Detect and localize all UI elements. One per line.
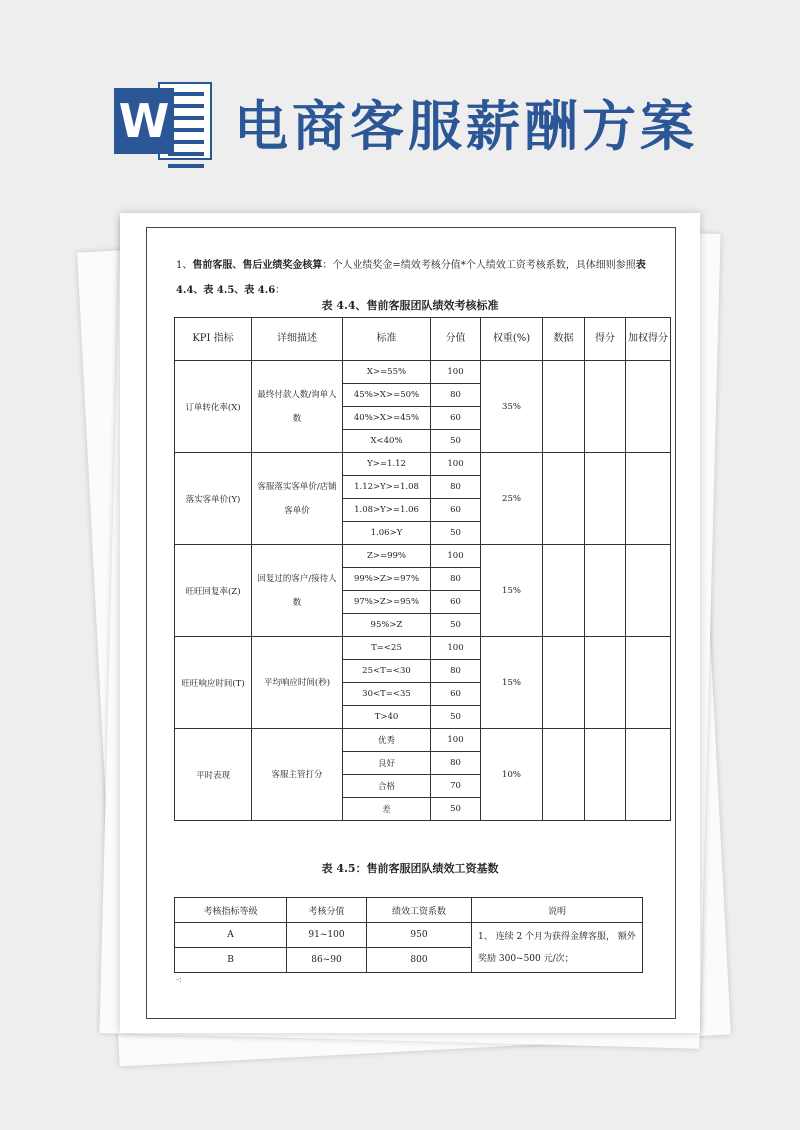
standard-cell: 97%>Z>=95%	[343, 591, 431, 614]
score-cell: 100	[431, 637, 481, 660]
header-cell: 考核分值	[287, 898, 367, 923]
table-row	[175, 453, 671, 476]
data-cell	[543, 545, 585, 637]
score-cell: 50	[431, 614, 481, 637]
weighted-points-cell	[626, 545, 671, 637]
standard-cell: 合格	[343, 775, 431, 798]
intro-paragraph	[176, 253, 656, 303]
score-cell: 80	[431, 660, 481, 683]
table-4-4-caption: 表 4.4、售前客服团队绩效考核标准	[321, 299, 499, 312]
header-cell: 权重(%)	[481, 318, 543, 361]
points-cell	[585, 545, 626, 637]
data-cell	[543, 361, 585, 453]
standard-cell: 45%>X>=50%	[343, 384, 431, 407]
score-cell: 60	[431, 499, 481, 522]
page-header	[0, 0, 800, 200]
document-page	[120, 213, 700, 1033]
weight-cell: 25%	[481, 453, 543, 545]
salary-base-header	[175, 898, 643, 923]
points-cell	[585, 453, 626, 545]
weight-cell: 15%	[481, 545, 543, 637]
points-cell	[585, 637, 626, 729]
table-4-5-caption: 表 4.5：售前客服团队绩效工资基数	[321, 862, 499, 875]
standard-cell: 30<T=<35	[343, 683, 431, 706]
intro-bold-heading: 售前客服、售后业绩奖金核算	[192, 260, 323, 271]
score-cell: 50	[431, 430, 481, 453]
weight-cell: 35%	[481, 361, 543, 453]
grade-cell: B	[175, 948, 287, 973]
weight-cell: 15%	[481, 637, 543, 729]
header-cell: 标准	[343, 318, 431, 361]
data-cell	[543, 637, 585, 729]
score-cell: 100	[431, 545, 481, 568]
kpi-name-cell: 订单转化率(X)	[175, 361, 252, 453]
word-logo-letter: W	[114, 88, 174, 154]
kpi-table	[174, 317, 671, 821]
kpi-description-cell: 客服落实客单价/店铺客单价	[252, 453, 343, 545]
standard-cell: T>40	[343, 706, 431, 729]
standard-cell: 优秀	[343, 729, 431, 752]
standard-cell: Z>=99%	[343, 545, 431, 568]
data-cell	[543, 453, 585, 545]
standard-cell: 40%>X>=45%	[343, 407, 431, 430]
header-cell: 加权得分	[626, 318, 671, 361]
grade-cell: A	[175, 923, 287, 948]
header-cell: 说明	[472, 898, 643, 923]
standard-cell: 差	[343, 798, 431, 821]
header-cell: KPI 指标	[175, 318, 252, 361]
score-cell: 100	[431, 729, 481, 752]
score-cell: 60	[431, 683, 481, 706]
header-cell: 考核指标等级	[175, 898, 287, 923]
word-document-icon	[114, 82, 214, 160]
standard-cell: 1.12>Y>=1.08	[343, 476, 431, 499]
intro-text: ：个人业绩奖金=绩效考核分值*个人绩效工资考核系数，具体细则参照	[322, 260, 636, 271]
page-footer-mark: -:	[176, 975, 183, 985]
intro-bold-reference: 表 4.4、表 4.5、表 4.6	[176, 260, 646, 296]
kpi-table-header	[175, 318, 671, 361]
standard-cell: Y>=1.12	[343, 453, 431, 476]
salary-base-table	[174, 897, 643, 973]
kpi-name-cell: 旺旺回复率(Z)	[175, 545, 252, 637]
intro-text: ：	[275, 285, 286, 296]
table-row	[175, 729, 671, 752]
intro-text: 1、	[176, 260, 193, 271]
points-cell	[585, 361, 626, 453]
header-cell: 得分	[585, 318, 626, 361]
score-cell: 80	[431, 568, 481, 591]
score-cell: 60	[431, 407, 481, 430]
table-row	[175, 923, 643, 948]
standard-cell: 1.08>Y>=1.06	[343, 499, 431, 522]
kpi-description-cell: 最终付款人数/询单人数	[252, 361, 343, 453]
standard-cell: 99%>Z>=97%	[343, 568, 431, 591]
data-cell	[543, 729, 585, 821]
table-row	[175, 637, 671, 660]
points-cell	[585, 729, 626, 821]
weighted-points-cell	[626, 729, 671, 821]
weighted-points-cell	[626, 637, 671, 729]
kpi-name-cell: 落实客单价(Y)	[175, 453, 252, 545]
score-cell: 70	[431, 775, 481, 798]
weighted-points-cell	[626, 453, 671, 545]
score-cell: 50	[431, 798, 481, 821]
score-cell: 100	[431, 361, 481, 384]
standard-cell: T=<25	[343, 637, 431, 660]
header-cell: 分值	[431, 318, 481, 361]
salary-base-cell: 950	[367, 923, 472, 948]
score-cell: 60	[431, 591, 481, 614]
score-range-cell: 86~90	[287, 948, 367, 973]
weighted-points-cell	[626, 361, 671, 453]
standard-cell: X>=55%	[343, 361, 431, 384]
table-row	[175, 545, 671, 568]
standard-cell: 95%>Z	[343, 614, 431, 637]
note-cell: 1、 连续 2 个月为获得金牌客服， 额外奖励 300~500 元/次；	[472, 923, 643, 973]
kpi-name-cell: 平时表现	[175, 729, 252, 821]
standard-cell: X<40%	[343, 430, 431, 453]
standard-cell: 25<T=<30	[343, 660, 431, 683]
header-cell: 数据	[543, 318, 585, 361]
header-cell: 详细描述	[252, 318, 343, 361]
salary-base-cell: 800	[367, 948, 472, 973]
kpi-description-cell: 回复过的客户/接待人数	[252, 545, 343, 637]
page-title: 电商客服薪酬方案	[234, 95, 698, 158]
score-cell: 80	[431, 384, 481, 407]
score-cell: 50	[431, 522, 481, 545]
kpi-description-cell: 客服主管打分	[252, 729, 343, 821]
kpi-description-cell: 平均响应时间(秒)	[252, 637, 343, 729]
score-range-cell: 91~100	[287, 923, 367, 948]
score-cell: 50	[431, 706, 481, 729]
score-cell: 80	[431, 752, 481, 775]
standard-cell: 良好	[343, 752, 431, 775]
header-cell: 绩效工资系数	[367, 898, 472, 923]
score-cell: 100	[431, 453, 481, 476]
table-row	[175, 361, 671, 384]
weight-cell: 10%	[481, 729, 543, 821]
standard-cell: 1.06>Y	[343, 522, 431, 545]
score-cell: 80	[431, 476, 481, 499]
kpi-name-cell: 旺旺响应时间(T)	[175, 637, 252, 729]
